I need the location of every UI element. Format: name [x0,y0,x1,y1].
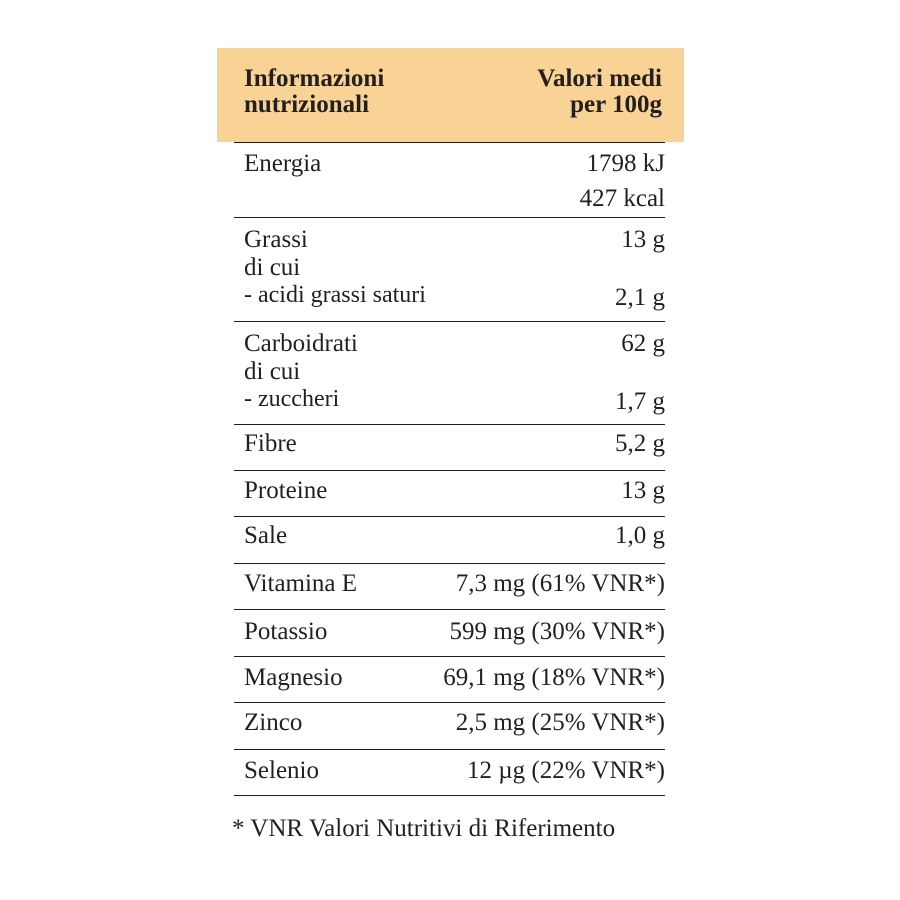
sale-value: 1,0 g [615,522,665,549]
nutrition-table [217,48,684,796]
potassio-label: Potassio [244,618,328,645]
header-average-values [537,66,662,118]
row-sale [234,516,665,563]
row-fibre [234,424,665,470]
zinco-value: 2,5 mg (25% VNR*) [455,709,665,736]
row-carboidrati [234,321,665,424]
zuccheri-value: 1,7 g [615,388,665,415]
table-body [234,142,665,796]
row-energia [234,142,665,217]
table-header [217,48,684,142]
grassi-saturi-value: 2,1 g [615,284,665,311]
vnr-footnote: * VNR Valori Nutritivi di Riferimento [232,815,616,842]
row-potassio [234,609,665,656]
row-grassi [234,217,665,321]
header-left-line1: Informazioni [244,65,385,92]
proteine-value: 13 g [621,477,665,504]
fibre-value: 5,2 g [615,430,665,457]
header-right-line2: per 100g [570,91,662,118]
row-magnesio [234,656,665,702]
grassi-value: 13 g [621,226,665,253]
selenio-label: Selenio [244,757,319,784]
fibre-label: Fibre [244,430,297,457]
proteine-label: Proteine [244,477,328,504]
sale-label: Sale [244,522,288,549]
carboidrati-label: Carboidrati [244,330,358,357]
selenio-value: 12 µg (22% VNR*) [467,757,665,784]
header-right-line1: Valori medi [537,65,662,92]
header-left-line2: nutrizionali [244,91,370,118]
zuccheri-label: - zuccheri [244,386,340,412]
carboidrati-dicui: di cui [244,358,301,385]
grassi-saturi-label: - acidi grassi saturi [244,282,426,308]
energia-kj: 1798 kJ [586,150,665,177]
carboidrati-value: 62 g [621,330,665,357]
header-nutrition-info [244,66,384,118]
vitamina-e-label: Vitamina E [244,570,358,597]
potassio-value: 599 mg (30% VNR*) [449,618,665,645]
row-proteine [234,470,665,516]
row-zinco [234,702,665,749]
magnesio-label: Magnesio [244,664,343,691]
grassi-dicui: di cui [244,254,301,281]
magnesio-value: 69,1 mg (18% VNR*) [443,664,665,691]
row-selenio [234,749,665,796]
vitamina-e-value: 7,3 mg (61% VNR*) [455,570,665,597]
grassi-label: Grassi [244,226,308,253]
row-vitamina-e [234,563,665,609]
zinco-label: Zinco [244,709,303,736]
energia-kcal: 427 kcal [579,185,665,212]
energia-label: Energia [244,150,322,177]
